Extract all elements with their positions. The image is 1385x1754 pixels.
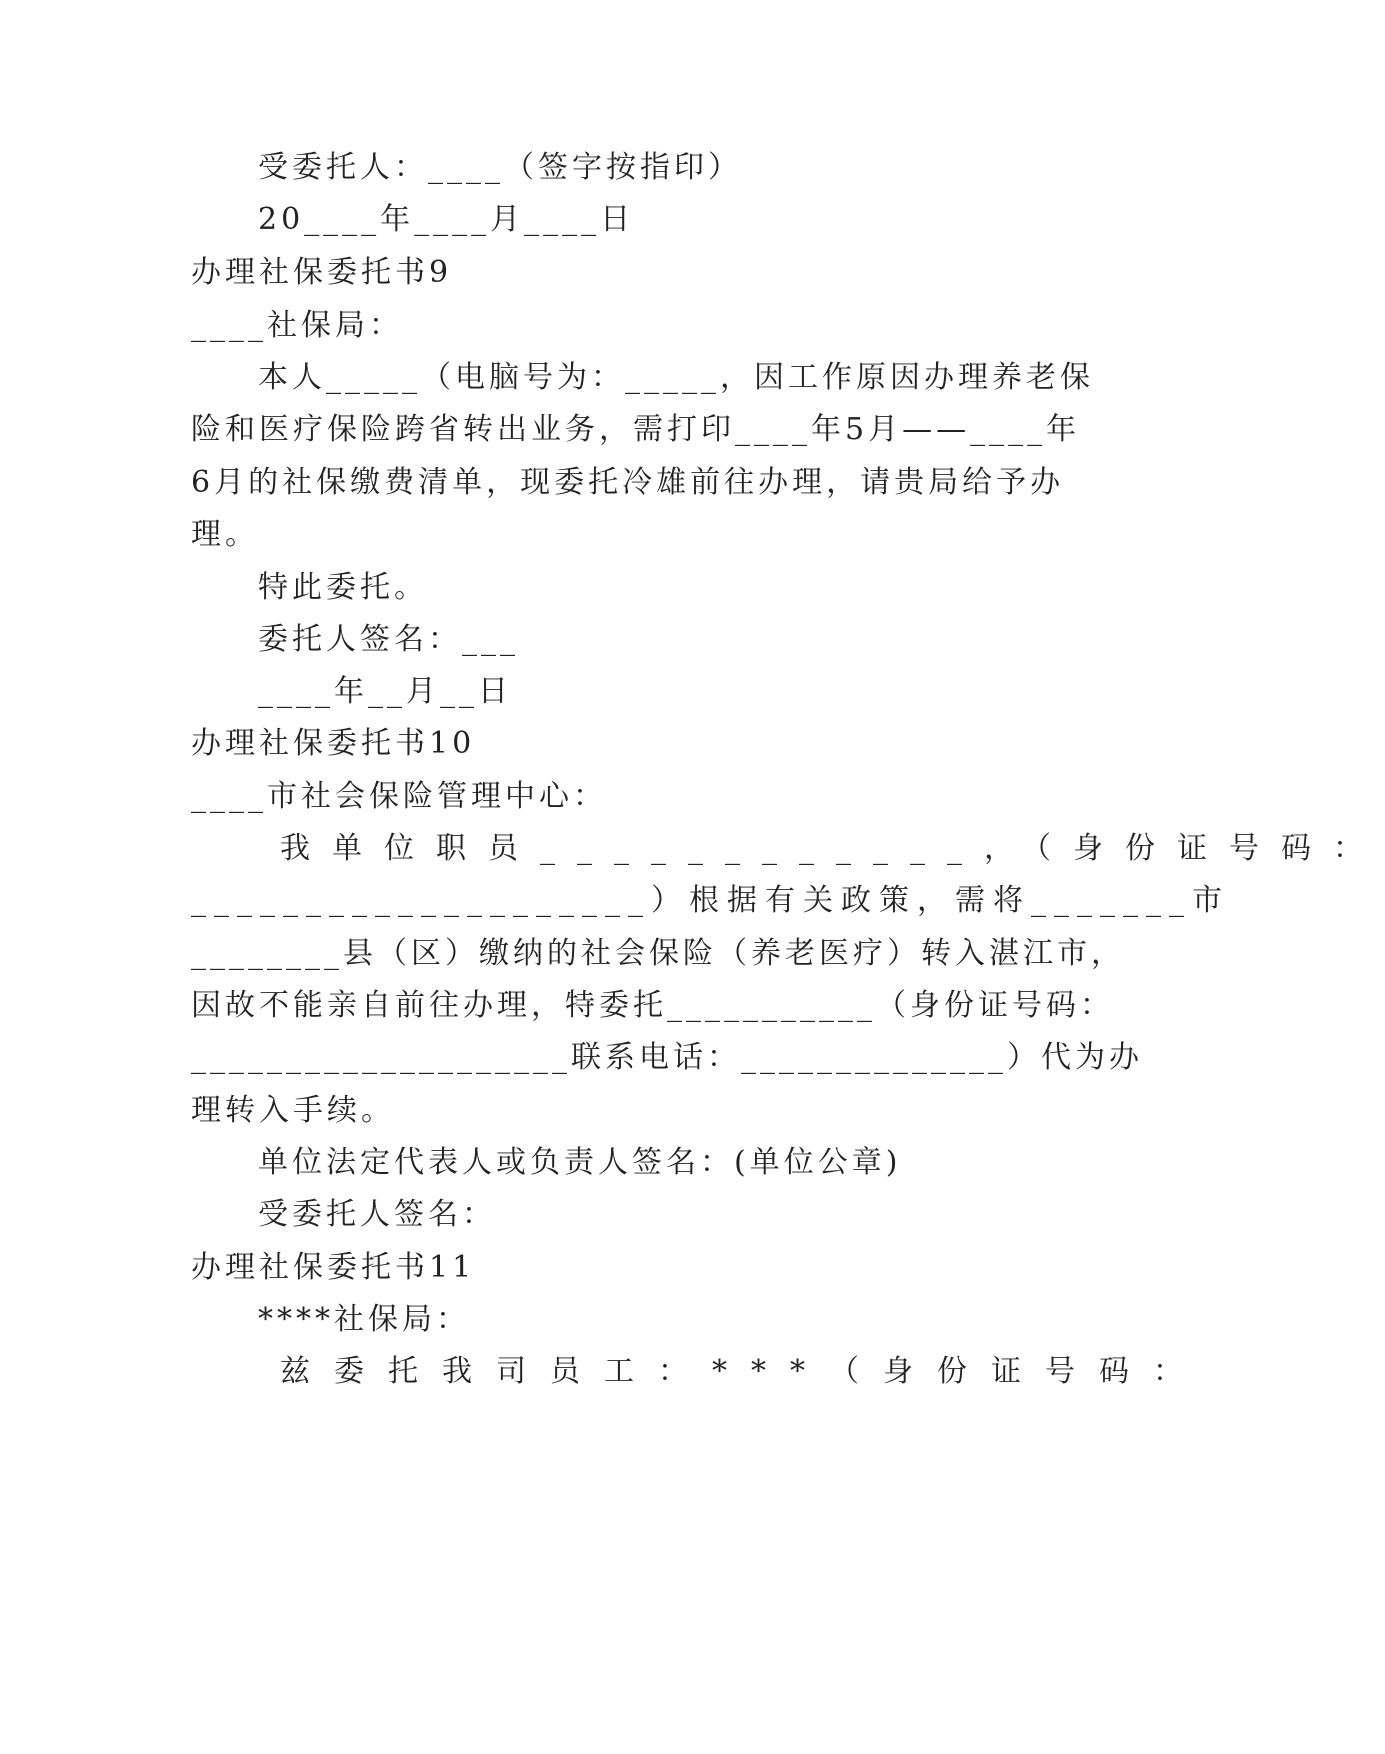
trustee-signature-line: 受委托人签名： [258,1197,496,1232]
date-line: ____年__月__日 [258,674,512,709]
body-text-line: 本人_____（电脑号为：_____，因工作原因办理养老保 [258,360,1094,395]
body-text-line: ____________________）根据有关政策，需将_______市 [191,883,1230,918]
addressee-line: ****社保局： [258,1302,470,1337]
legal-representative-signature-line: 单位法定代表人或负责人签名：(单位公章) [258,1145,902,1180]
body-text-line: ____________________联系电话：______________）代为办 [191,1040,1143,1075]
closing-text: 特此委托。 [258,570,428,605]
body-text-line: 理转入手续。 [191,1093,395,1128]
body-text-line: 险和医疗保险跨省转出业务，需打印____年5月——____年 [191,412,1081,447]
body-text-line: ________县（区）缴纳的社会保险（养老医疗）转入湛江市， [191,936,1125,971]
body-text-line: 因故不能亲自前往办理，特委托___________（身份证号码： [191,988,1114,1023]
body-text-line: 我单位职员____________，（身份证号码： [280,831,1385,866]
body-text-line: 6月的社保缴费清单，现委托冷雄前往办理，请贵局给予办 [191,465,1065,500]
section-heading-9: 办理社保委托书9 [191,255,453,290]
body-text-line: 兹委托我司员工：***（身份证号码： [280,1354,1207,1389]
body-text-line: 理。 [191,517,259,552]
section-heading-11: 办理社保委托书11 [191,1250,476,1285]
addressee-line: ____社保局： [191,308,403,343]
principal-signature-line: 委托人签名：___ [258,622,519,657]
date-line: 20____年____月____日 [258,202,635,237]
trustee-signature-line: 受委托人：____（签字按指印） [258,150,742,185]
section-heading-10: 办理社保委托书10 [191,726,476,761]
addressee-line: ____市社会保险管理中心： [191,779,607,814]
